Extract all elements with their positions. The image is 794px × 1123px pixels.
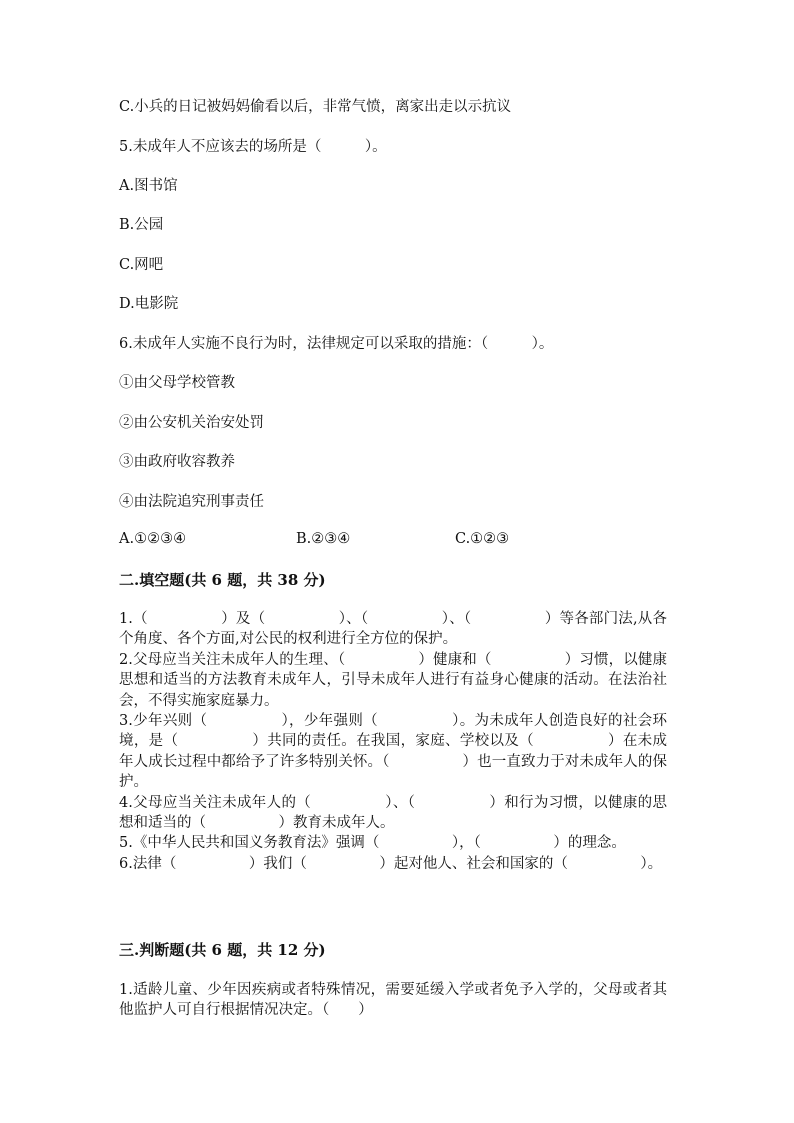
section-2-title: 二.填空题(共 6 题，共 38 分) <box>119 571 326 589</box>
q6-options <box>119 531 679 551</box>
q5-option-c: C.网吧 <box>119 257 164 273</box>
q6-item-4: ④由法院追究刑事责任 <box>119 494 264 510</box>
q6-item-3: ③由政府收容教养 <box>119 454 235 470</box>
q5-option-b: B.公园 <box>119 217 164 233</box>
q6-item-2: ②由公安机关治安处罚 <box>119 415 264 431</box>
fill-blank-6: 6.法律（ ）我们（ ）起对他人、社会和国家的（ ）。 <box>119 855 663 872</box>
q5-option-d: D.电影院 <box>119 296 179 312</box>
fill-blank-5: 5.《中华人民共和国义务教育法》强调（ ），（ ）的理念。 <box>119 835 626 852</box>
q4-option-c: C.小兵的日记被妈妈偷看以后，非常气愤，离家出走以示抗议 <box>119 99 512 115</box>
q6-option-c: C.①②③ <box>455 531 510 547</box>
q5-stem: 5.未成年人不应该去的场所是（ ）。 <box>119 139 387 155</box>
fill-blank-4: 4.父母应当关注未成年人的（ ）、（ ）和行为习惯，以健康的思想和适当的（ ）教育未成年人。 <box>119 794 667 832</box>
q6-option-b: B.②③④ <box>296 531 351 547</box>
q6-item-1: ①由父母学校管教 <box>119 375 235 391</box>
section-3-title: 三.判断题(共 6 题，共 12 分) <box>119 941 326 959</box>
q5-option-a: A.图书馆 <box>119 178 178 194</box>
fill-blank-questions <box>119 609 667 874</box>
q6-option-a: A.①②③④ <box>119 531 187 547</box>
fill-blank-1: 1.（ ）及（ ）、（ ）、（ ）等各部门法,从各个角度、各个方面,对公民的权利进行全方位的保护。 <box>119 611 667 648</box>
true-false-questions <box>119 980 667 1021</box>
q6-stem: 6.未成年人实施不良行为时，法律规定可以采取的措施：（ ）。 <box>119 336 554 352</box>
fill-blank-2: 2.父母应当关注未成年人的生理、（ ）健康和（ ）习惯，以健康思想和适当的方法教育未成年人，引导未成年人进行有益身心健康的活动。在法治社会，不得实施家庭暴力。 <box>119 651 667 709</box>
fill-blank-3: 3.少年兴则（ ），少年强则（ ）。为未成年人创造良好的社会环境，是（ ）共同的责任。在我国，家庭、学校以及（ ）在未成年人成长过程中都给予了许多特别关怀。（ ）也一直致力于对未成年人的保护。 <box>119 713 667 791</box>
true-false-1: 1.适龄儿童、少年因疾病或者特殊情况，需要延缓入学或者免予入学的，父母或者其他监护人可自行根据情况决定。（ ） <box>119 982 667 1019</box>
